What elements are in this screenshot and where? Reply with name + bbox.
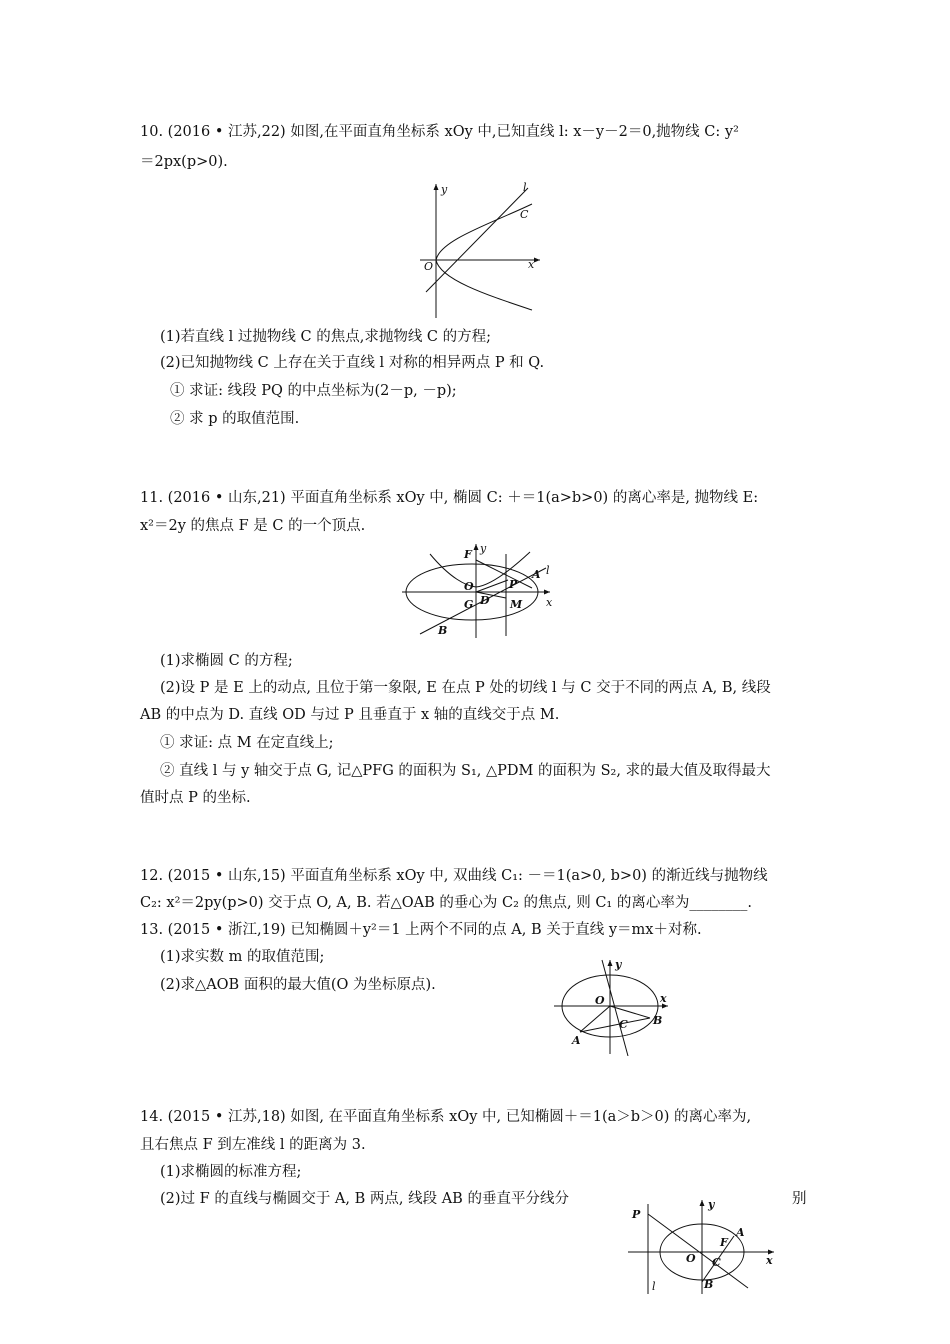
p13-label-o: O [595, 994, 605, 1007]
p14-label-x: x [766, 1254, 773, 1267]
p11-label-x: x [546, 596, 553, 609]
p11-label-y: y [480, 542, 487, 555]
p10-label-o: O [424, 260, 434, 273]
p14-figure [626, 1196, 786, 1296]
p11-label-l: l [546, 564, 550, 577]
p11-label-g: G [464, 598, 474, 611]
p14-label-p: P [632, 1208, 641, 1221]
p11-label-b: B [438, 624, 448, 637]
p14-line-2: 且右焦点 F 到左准线 l 的距离为 3. [140, 1137, 366, 1153]
p10-part-2-2: ② 求 p 的取值范围. [170, 411, 300, 427]
p13-part-1: (1)求实数 m 的取值范围; [160, 949, 325, 965]
p14-label-c: C [712, 1256, 721, 1269]
p10-figure [410, 178, 550, 320]
p11-part-2a: (2)设 P 是 E 上的动点, 且位于第一象限, E 在点 P 处的切线 l 与 C 交于不同的两点 A, B, 线段 [160, 680, 771, 696]
p14-label-l: l [652, 1280, 656, 1293]
p10-line-2: ＝2px(p>0). [140, 154, 228, 170]
p11-part-2-1: ① 求证: 点 M 在定直线上; [160, 735, 334, 751]
p13-line-1: 13. (2015 • 浙江,19) 已知椭圆＋y²＝1 上两个不同的点 A, B 关于直线 y＝mx＋对称. [140, 922, 702, 938]
p11-label-d: D [480, 594, 490, 607]
p14-label-b: B [704, 1278, 714, 1291]
p13-figure [550, 956, 680, 1056]
p10-label-c: C [520, 208, 529, 221]
p14-line-1: 14. (2015 • 江苏,18) 如图, 在平面直角坐标系 xOy 中, 已知椭圆＋＝1(a＞b＞0) 的离心率为, [140, 1109, 752, 1125]
p13-label-c: C [619, 1018, 628, 1031]
p10-line-1: 10. (2016 • 江苏,22) 如图,在平面直角坐标系 xOy 中,已知直线 l: x－y－2＝0,抛物线 C: y² [140, 124, 739, 140]
p11-label-m: M [510, 598, 523, 611]
p13-label-a: A [572, 1034, 581, 1047]
p10-label-y: y [441, 183, 448, 196]
p12-line-1: 12. (2015 • 山东,15) 平面直角坐标系 xOy 中, 双曲线 C₁: －＝1(a>0, b>0) 的渐近线与抛物线 [140, 868, 768, 884]
p14-part-1: (1)求椭圆的标准方程; [160, 1164, 302, 1180]
p10-part-2-1: ① 求证: 线段 PQ 的中点坐标为(2－p, －p); [170, 383, 457, 399]
p11-label-f: F [464, 548, 472, 561]
p14-part-2-tail: 别 [792, 1191, 807, 1207]
p11-label-p: P [509, 578, 518, 591]
p10-part-1: (1)若直线 l 过抛物线 C 的焦点,求抛物线 C 的方程; [160, 329, 492, 345]
p13-part-2: (2)求△AOB 面积的最大值(O 为坐标原点). [160, 977, 436, 993]
p11-figure [400, 540, 560, 640]
p14-label-f: F [720, 1236, 728, 1249]
p14-label-a: A [736, 1226, 745, 1239]
p11-line-2: x²＝2y 的焦点 F 是 C 的一个顶点. [140, 518, 366, 534]
p11-part-1: (1)求椭圆 C 的方程; [160, 653, 293, 669]
p13-label-x: x [660, 992, 667, 1005]
p10-part-2: (2)已知抛物线 C 上存在关于直线 l 对称的相异两点 P 和 Q. [160, 355, 545, 371]
p14-label-y: y [708, 1198, 715, 1211]
p11-part-2-2a: ② 直线 l 与 y 轴交于点 G, 记△PFG 的面积为 S₁, △PDM 的面积为 S₂, 求的最大值及取得最大 [160, 763, 771, 779]
p11-part-2-2b: 值时点 P 的坐标. [140, 790, 251, 806]
p14-part-2: (2)过 F 的直线与椭圆交于 A, B 两点, 线段 AB 的垂直平分线分 [160, 1191, 569, 1207]
p11-label-a: A [532, 568, 541, 581]
p11-label-o: O [464, 580, 474, 593]
p11-part-2b: AB 的中点为 D. 直线 OD 与过 P 且垂直于 x 轴的直线交于点 M. [140, 707, 560, 723]
p14-label-o: O [686, 1252, 696, 1265]
p13-label-b: B [653, 1014, 663, 1027]
p10-label-l: l [523, 181, 527, 194]
p13-label-y: y [615, 958, 622, 971]
p12-line-2: C₂: x²＝2py(p>0) 交于点 O, A, B. 若△OAB 的垂心为 C₂ 的焦点, 则 C₁ 的离心率为________. [140, 895, 752, 911]
p11-line-1: 11. (2016 • 山东,21) 平面直角坐标系 xOy 中, 椭圆 C: ＋＝1(a>b>0) 的离心率是, 抛物线 E: [140, 490, 759, 506]
p10-label-x: x [528, 258, 535, 271]
